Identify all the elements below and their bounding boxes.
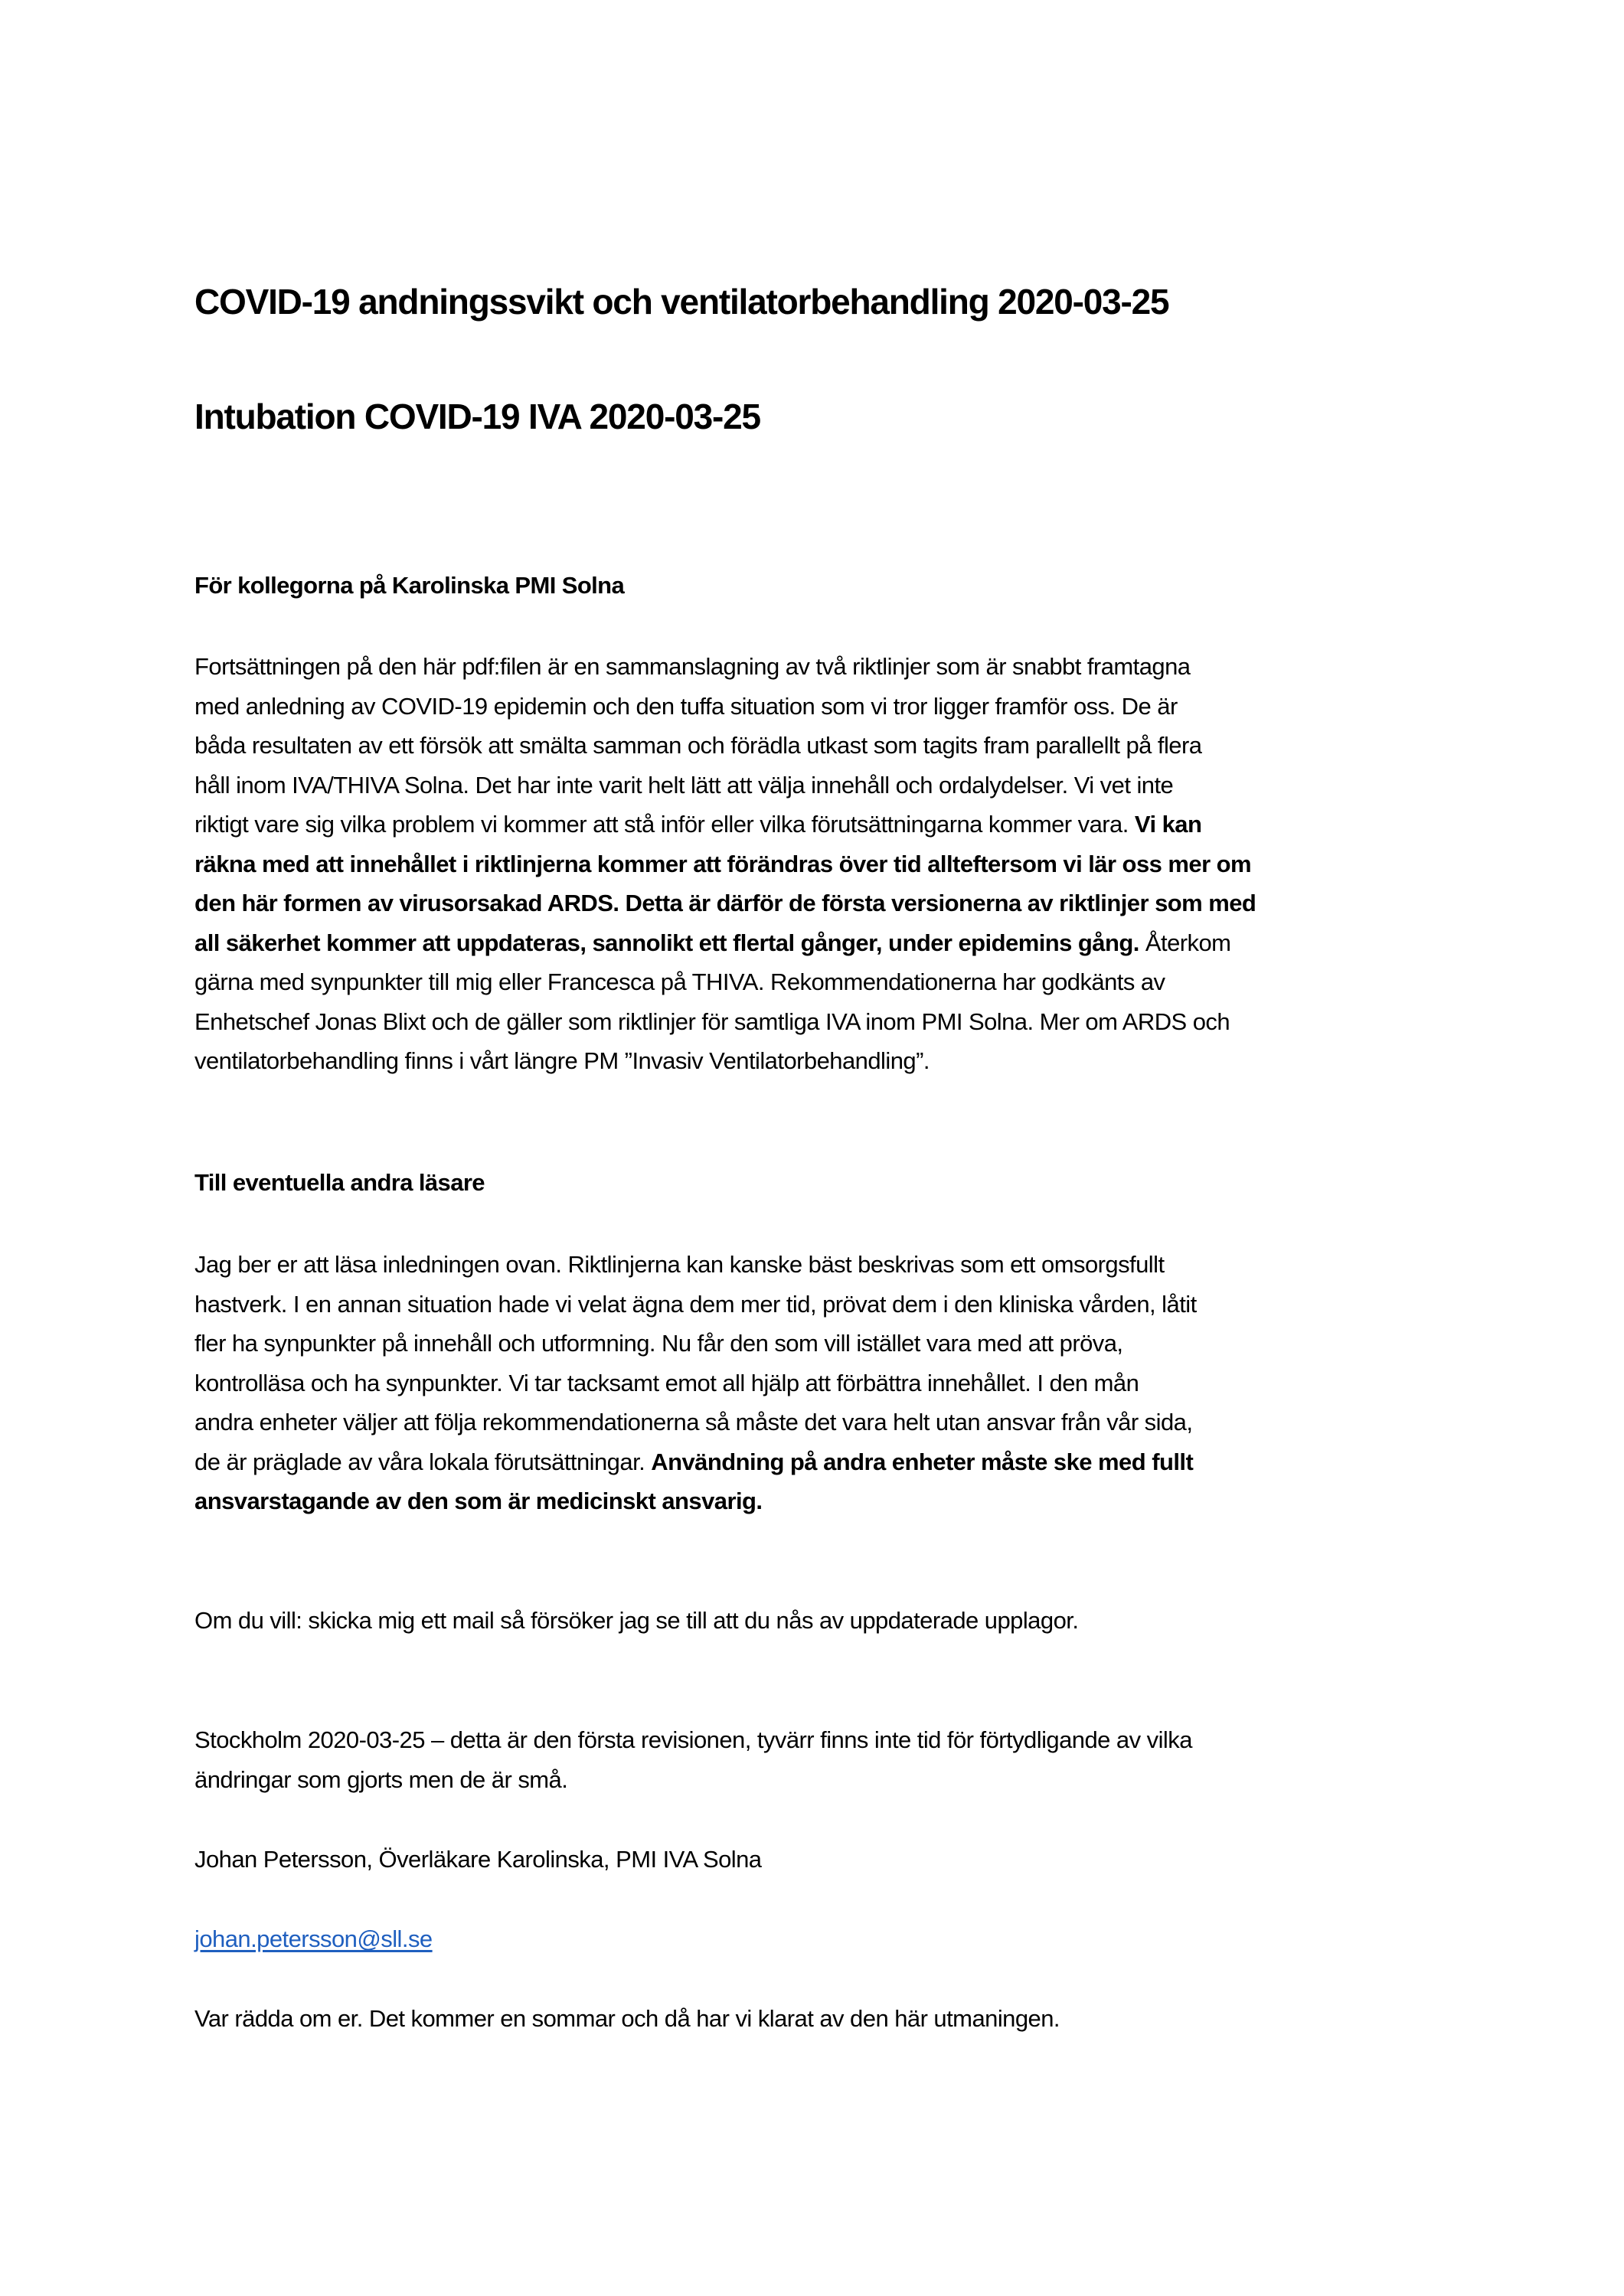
- bold-text-run: all säkerhet kommer att uppdateras, sannolikt ett flertal gånger, under epidemins gång.: [194, 929, 1139, 956]
- text-run: riktigt vare sig vilka problem vi kommer att stå inför eller vilka förutsättningarna kommer vara.: [194, 811, 1135, 838]
- bold-text-run: Användning på andra enheter måste ske med fullt: [651, 1448, 1194, 1475]
- text-run: kontrolläsa och ha synpunkter. Vi tar tacksamt emot all hjälp att förbättra innehållet. I den mån: [194, 1369, 1139, 1396]
- text-run: Fortsättningen på den här pdf:filen är en sammanslagning av två riktlinjer som är snabbt framtagna: [194, 653, 1191, 680]
- text-run: båda resultaten av ett försök att smälta samman och förädla utkast som tagits fram parallellt på flera: [194, 732, 1202, 759]
- text-line: ändringar som gjorts men de är små.: [194, 1765, 568, 1793]
- paragraph-signature: [194, 1840, 1450, 1880]
- text-run: håll inom IVA/THIVA Solna. Det har inte varit helt lätt att välja innehåll och ordalydelser. Vi vet inte: [194, 771, 1174, 799]
- text-line: [194, 1324, 1450, 1364]
- text-run: gärna med synpunkter till mig eller Francesca på THIVA. Rekommendationerna har godkänts av: [194, 968, 1165, 995]
- document-subtitle: Intubation COVID-19 IVA 2020-03-25: [194, 397, 760, 436]
- text-line: [194, 1041, 1450, 1081]
- closing-text: Var rädda om er. Det kommer en sommar och då har vi klarat av den här utmaningen.: [194, 2005, 1060, 2032]
- bold-text-run: den här formen av virusorsakad ARDS. Detta är därför de första versionerna av riktlinjer som med: [194, 890, 1256, 916]
- text-line: [194, 1403, 1450, 1442]
- bold-text-run: ansvarstagande av den som är medicinskt ansvarig.: [194, 1488, 763, 1514]
- text-line: [194, 1442, 1450, 1482]
- text-run: Återkom: [1139, 929, 1231, 956]
- text-line: [194, 766, 1450, 805]
- text-line: [194, 962, 1450, 1002]
- email-link[interactable]: johan.petersson@sll.se: [194, 1925, 433, 1952]
- text-run: de är präglade av våra lokala förutsättningar.: [194, 1448, 652, 1475]
- paragraph-closing: [194, 1999, 1450, 2039]
- signature-text: Johan Petersson, Överläkare Karolinska, PMI IVA Solna: [194, 1846, 762, 1873]
- text-line: [194, 1481, 1450, 1521]
- text-run: Enhetschef Jonas Blixt och de gäller som riktlinjer för samtliga IVA inom PMI Solna. Mer om ARDS och: [194, 1008, 1230, 1035]
- text-line: [194, 647, 1450, 687]
- text-run: andra enheter väljer att följa rekommendationerna så måste det vara helt utan ansvar från vår sida,: [194, 1409, 1193, 1435]
- paragraph-other-readers: [194, 1245, 1450, 1521]
- text-line: Om du vill: skicka mig ett mail så försöker jag se till att du nås av uppdaterade upplagor.: [194, 1607, 1079, 1634]
- text-run: hastverk. I en annan situation hade vi velat ägna dem mer tid, prövat dem i den kliniska vården, låtit: [194, 1290, 1197, 1318]
- text-line: [194, 1245, 1450, 1285]
- text-line: [194, 687, 1450, 727]
- bold-text-run: Vi kan: [1134, 811, 1202, 838]
- text-line: [194, 805, 1450, 844]
- text-line: [194, 1285, 1450, 1324]
- paragraph-colleagues: [194, 647, 1450, 1081]
- text-line: [194, 1364, 1450, 1403]
- text-run: ventilatorbehandling finns i vårt längre PM ”Invasiv Ventilatorbehandling”.: [194, 1047, 930, 1074]
- text-run: med anledning av COVID-19 epidemin och den tuffa situation som vi tror ligger framför oss. De är: [194, 692, 1178, 720]
- text-run: fler ha synpunkter på innehåll och utformning. Nu får den som vill istället vara med att pröva,: [194, 1330, 1123, 1357]
- text-line: [194, 1002, 1450, 1042]
- bold-text-run: räkna med att innehållet i riktlinjerna kommer att förändras över tid allteftersom vi lär oss mer om: [194, 850, 1252, 877]
- text-line: Stockholm 2020-03-25 – detta är den första revisionen, tyvärr finns inte tid för förtydligande av vilka: [194, 1726, 1192, 1753]
- section-heading-other-readers: Till eventuella andra läsare: [194, 1169, 485, 1196]
- paragraph-revision-note: [194, 1720, 1450, 1799]
- paragraph-mail-note: [194, 1601, 1450, 1641]
- text-line: [194, 844, 1450, 884]
- text-line: [194, 923, 1450, 963]
- section-heading-colleagues: För kollegorna på Karolinska PMI Solna: [194, 572, 625, 599]
- paragraph-email: [194, 1919, 1450, 1959]
- text-line: [194, 883, 1450, 923]
- text-line: [194, 726, 1450, 766]
- text-run: Jag ber er att läsa inledningen ovan. Riktlinjerna kan kanske bäst beskrivas som ett omsorgsfullt: [194, 1251, 1165, 1278]
- document-title: COVID-19 andningssvikt och ventilatorbehandling 2020-03-25: [194, 282, 1169, 322]
